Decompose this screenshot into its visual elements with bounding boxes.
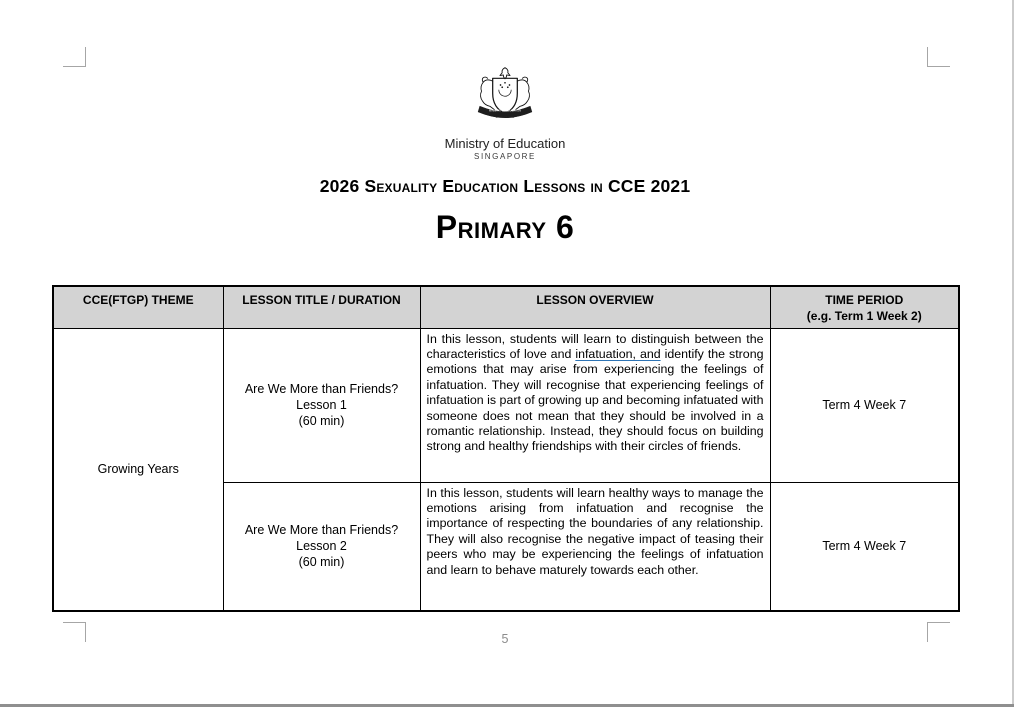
column-header-time-period [770, 286, 959, 328]
lesson-title-cell [223, 328, 420, 482]
table-header-row [53, 286, 959, 328]
lesson-table [52, 285, 960, 612]
theme-cell: Growing Years [53, 328, 223, 611]
lesson-number: Lesson 2 [296, 539, 347, 554]
overview-underlined-text: infatuation, and [575, 346, 661, 361]
column-header-title-duration: LESSON TITLE / DURATION [223, 286, 420, 328]
overview-text: In this lesson, students will learn to distinguish between the characteristics of love and [426, 331, 764, 361]
lesson-duration: (60 min) [298, 555, 345, 570]
lesson-overview-cell [420, 482, 770, 611]
time-period-cell: Term 4 Week 7 [770, 482, 959, 611]
time-period-header-line2: (e.g. Term 1 Week 2) [806, 308, 922, 323]
document-title: 2026 Sexuality Education Lessons in CCE 2021 [319, 176, 691, 196]
lesson-duration: (60 min) [298, 414, 345, 428]
crop-mark-top-left [63, 47, 86, 67]
overview-text: In this lesson, students will learn healthy ways to manage the emotions arising from infatuation and recognise the importance of respecting the boundaries of any relationship. They will also recognise the negative impact of teasing their peers who may be experiencing the feelings of infatuation and learn to behave maturely towards each other. [426, 485, 764, 577]
org-country: SINGAPORE [474, 152, 536, 161]
crest-banner-subtext: SINGAPORE [495, 117, 515, 120]
time-period-cell: Term 4 Week 7 [770, 328, 959, 482]
table-row [53, 328, 959, 482]
crop-mark-top-right [927, 47, 950, 67]
lesson-title: Are We More than Friends? [244, 382, 399, 396]
org-name: Ministry of Education [444, 136, 566, 151]
lesson-overview-cell [420, 328, 770, 482]
crest-banner-text: MINISTRY OF EDUCATION [488, 109, 522, 113]
time-period-header-line1: TIME PERIOD [825, 293, 904, 307]
moe-crest-icon [471, 66, 539, 132]
page-title: Primary 6 [435, 209, 575, 245]
document-header [0, 66, 1010, 246]
column-header-theme: CCE(FTGP) THEME [53, 286, 223, 328]
lesson-number: Lesson 1 [296, 398, 347, 412]
lesson-title: Are We More than Friends? [244, 523, 399, 538]
page-number: 5 [501, 632, 509, 646]
overview-text: identify the strong emotions that may arise from experiencing the feelings of infatuation. They will recognise that experiencing feelings of infatuation is part of growing up and becoming infatuated with someone does not mean that they should be involved in a romantic relationship. Instead, they should focus on building strong and healthy friendships with their circles of friends. [426, 346, 764, 454]
column-header-overview: LESSON OVERVIEW [420, 286, 770, 328]
lesson-title-cell [223, 482, 420, 611]
